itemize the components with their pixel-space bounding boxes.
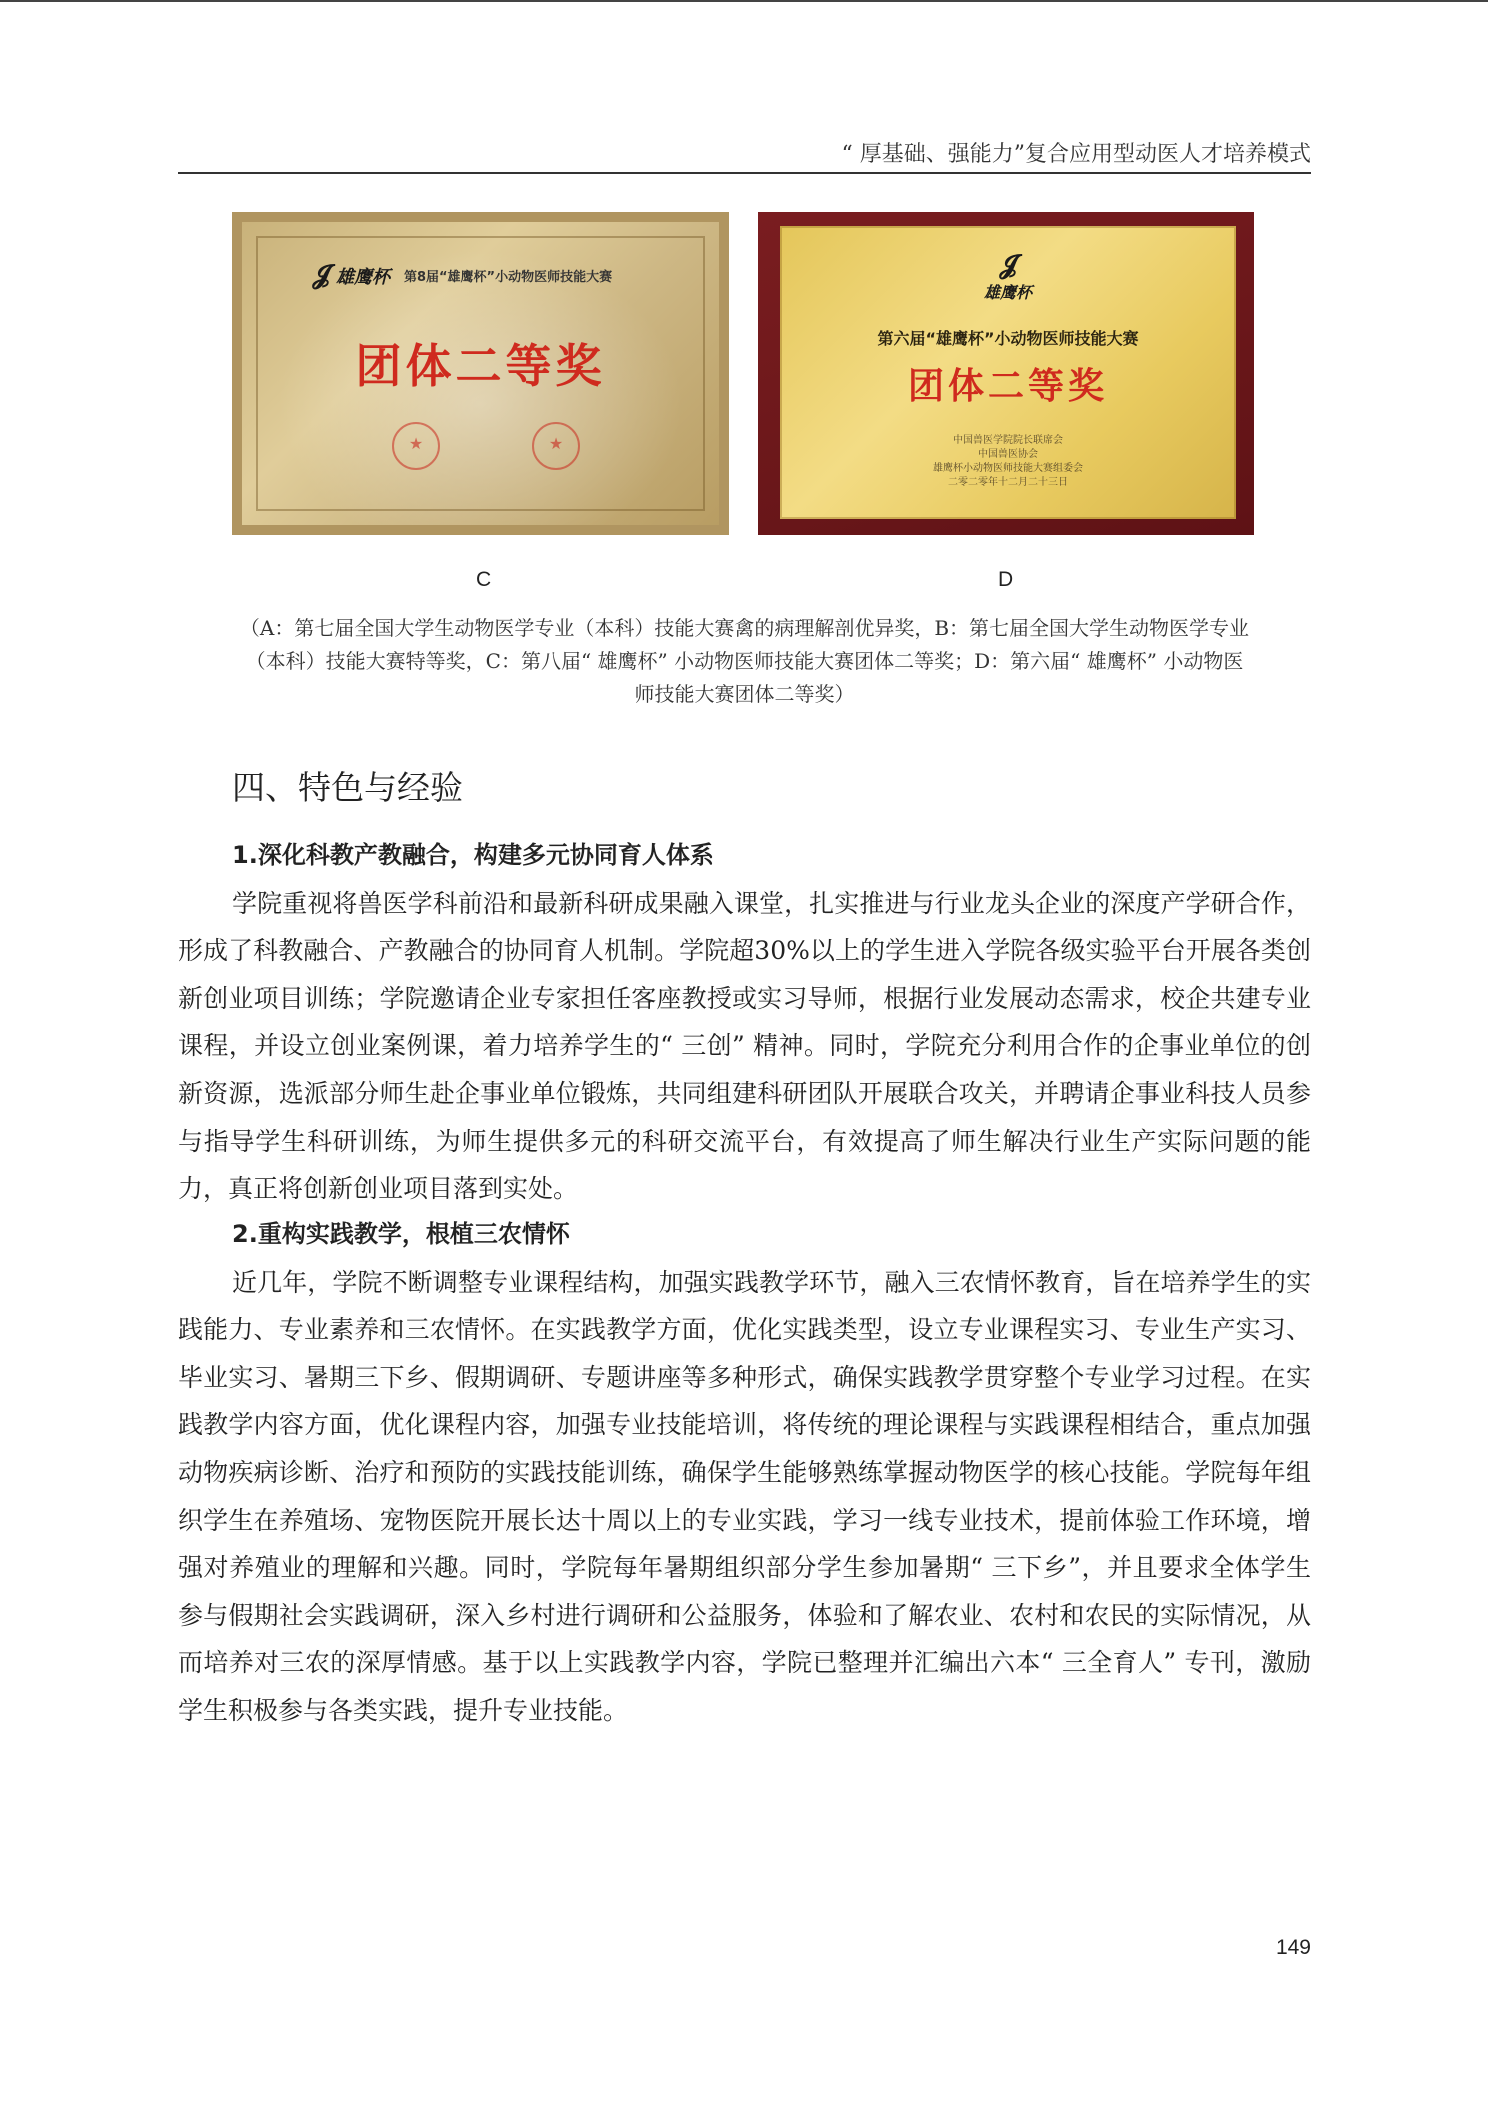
red-seal-stamp [392,422,440,470]
certificate-event-line: 第8届“雄鹰杯”小动物医师技能大赛 [403,270,613,285]
subsection-heading: 1.深化科教产教融合，构建多元协同育人体系 [232,841,714,869]
body-paragraph: 学院重视将兽医学科前沿和最新科研成果融入课堂，扎实推进与行业龙头企业的深度产学研合作，形成了科教融合、产教融合的协同育人机制。学院超30%以上的学生进入学院各级实验平台开展各类创新创业项目训练；学院邀请企业专家担任客座教授或实习导师，根据行业发展动态需求，校企共建专业课程，并设立创业案例课，着力培养学生的“ 三创” 精神。同时，学院充分利用合作的企事业单位的创新资源，选派部分师生赴企事业单位锻炼，共同组建科研团队开展联合攻关，并聘请企事业科技人员参与指导学生科研训练，为师生提供多元的科研交流平台，有效提高了师生解决行业生产实际问题的能力，真正将创新创业项目落到实处。 [178,888,1311,1204]
certificate-photo-c [232,212,729,535]
certificate-photo-d [758,212,1254,535]
section-heading: 四、特色与经验 [232,768,463,807]
issuer-line: 雄鹰杯小动物医师技能大赛组委会 [933,463,1083,474]
subsection-1 [178,832,1311,1213]
subsection-2 [178,1211,1311,1735]
certificate-logo [780,252,1236,303]
red-seal-stamp [532,422,580,470]
subsection-heading: 2.重构实践教学，根植三农情怀 [232,1220,570,1248]
issue-date-line: 二零二零年十二月二十三日 [948,477,1068,488]
running-header: “ 厚基础、强能力”复合应用型动医人才培养模式 [178,138,1311,174]
certificate-award-title: 团体二等奖 [355,339,606,393]
top-border-line [0,0,1488,2]
caption-line: （A：第七届全国大学生动物医学专业（本科）技能大赛禽的病理解剖优异奖，B：第七届全国大学生动物医学专业 [239,616,1250,640]
issuer-line: 中国兽医学院院长联席会 [953,435,1063,446]
issuer-line: 中国兽医协会 [978,449,1038,460]
page-number: 149 [1275,1936,1311,1959]
figure-label-c: C [476,568,492,591]
logo-text: 雄鹰杯 [335,266,390,288]
gold-plaque [780,226,1236,519]
figure-label-d: D [998,568,1014,591]
certificate-event-line: 第六届“雄鹰杯”小动物医师技能大赛 [877,329,1139,348]
caption-line: （本科）技能大赛特等奖，C：第八届“ 雄鹰杯” 小动物医师技能大赛团体二等奖；D：第六届“ 雄鹰杯” 小动物医 [245,649,1244,673]
caption-line: 师技能大赛团体二等奖） [634,682,855,706]
certificate-award-title: 团体二等奖 [907,366,1108,407]
eagle-logo-icon: 𝓙 [312,260,330,290]
figure-caption [178,612,1311,711]
body-paragraph: 近几年，学院不断调整专业课程结构，加强实践教学环节，融入三农情怀教育，旨在培养学生的实践能力、专业素养和三农情怀。在实践教学方面，优化实践类型，设立专业课程实习、专业生产实习、毕业实习、暑期三下乡、假期调研、专题讲座等多种形式，确保实践教学贯穿整个专业学习过程。在实践教学内容方面，优化课程内容，加强专业技能培训，将传统的理论课程与实践课程相结合，重点加强动物疾病诊断、治疗和预防的实践技能训练，确保学生能够熟练掌握动物医学的核心技能。学院每年组织学生在养殖场、宠物医院开展长达十周以上的专业实践，学习一线专业技术，提前体验工作环境，增强对养殖业的理解和兴趣。同时，学院每年暑期组织部分学生参加暑期“ 三下乡”，并且要求全体学生参与假期社会实践调研，深入乡村进行调研和公益服务，体验和了解农业、农村和农民的实际情况，从而培养对三农的深厚情感。基于以上实践教学内容，学院已整理并汇编出六本“ 三全育人” 专刊，激励学生积极参与各类实践，提升专业技能。 [178,1267,1311,1725]
eagle-logo-icon: 𝓙 [999,250,1017,280]
certificate-logo [312,260,612,291]
logo-text: 雄鹰杯 [983,283,1032,302]
